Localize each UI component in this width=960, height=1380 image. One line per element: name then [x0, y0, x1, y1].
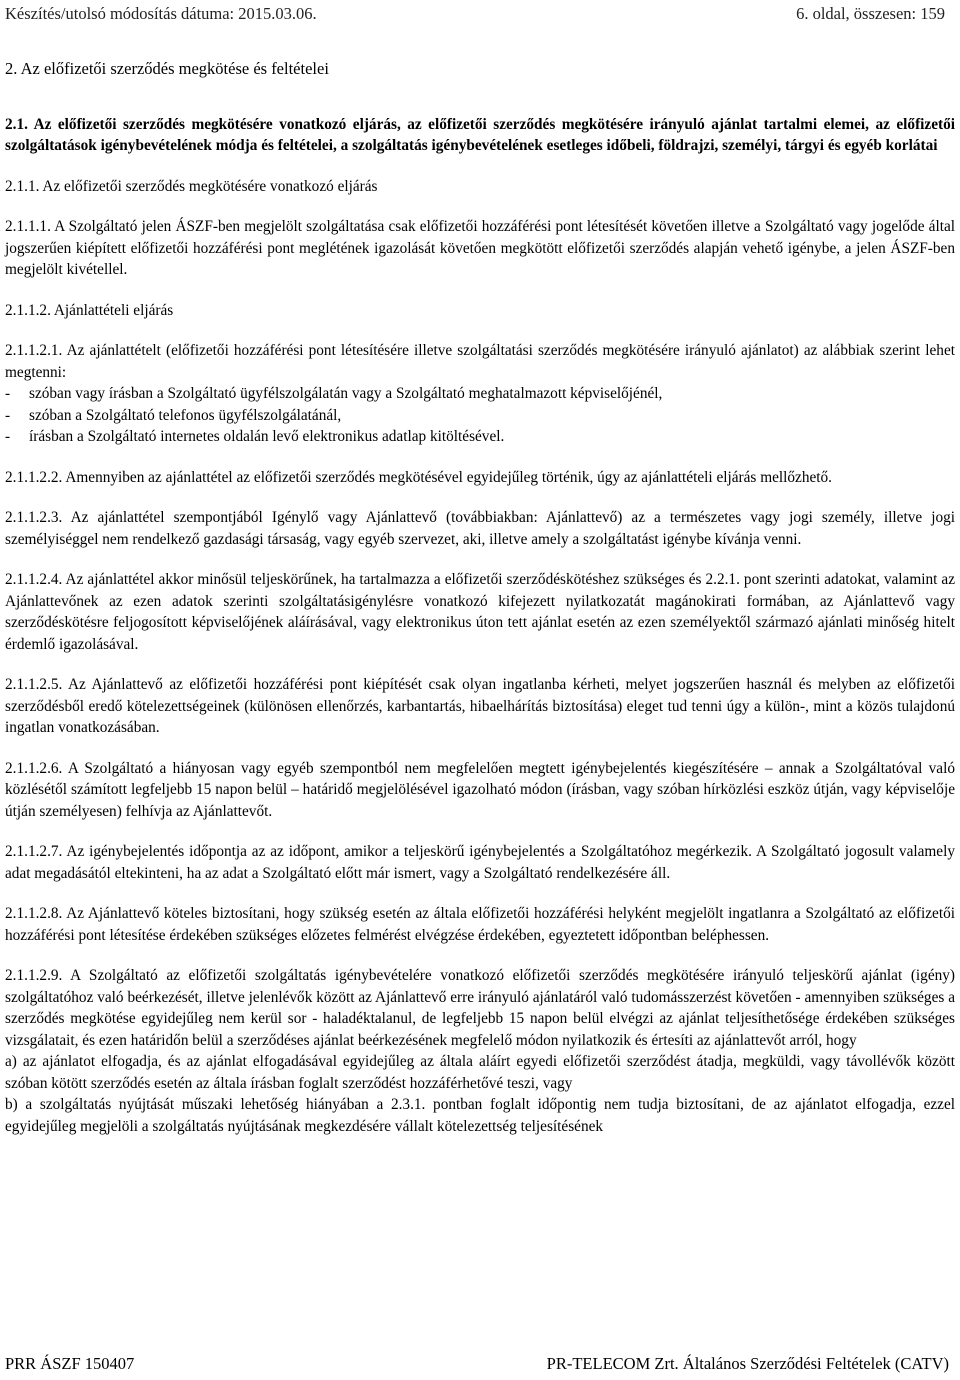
document-body — [5, 58, 955, 1137]
paragraph: 2.1.1.2.1. Az ajánlattételt (előfizetői hozzáférési pont létesítésére illetve szolgáltatási szerződés megkötésére irányuló ajánlatot) az alábbiak szerint lehet megtenni: — [5, 342, 955, 381]
footer-document-code: PRR ÁSZF 150407 — [5, 1354, 135, 1373]
paragraph: 2.1.1.2.3. Az ajánlattétel szempontjából Igénylő vagy Ajánlattevő (továbbiakban: Ajánlattevő) az a természetes vagy jogi személy, illetve jogi személyiséggel nem rendelkező gazdasági társaság, vagy egyéb szervezet, aki, illetve amely a szolgáltatást igénybe kívánja venni. — [5, 509, 955, 548]
subsection-heading: 2.1. Az előfizetői szerződés megkötésére vonatkozó eljárás, az előfizetői szerződés megkötésére irányuló ajánlat tartalmi elemei, az előfizetői szolgáltatások igénybevételének módja és feltételei, a szolgáltatás igénybevételének esetleges időbeli, földrajzi, személyi, tárgyi és egyéb korlátai — [5, 115, 955, 154]
list-item — [5, 383, 955, 405]
paragraph: 2.1.1.2.4. Az ajánlattétel akkor minősül teljeskörűnek, ha tartalmazza a előfizetői szerződéskötéshez szükséges és 2.2.1. pont szerinti adatokat, valamint az Ajánlattevőnek az ezen adatok szerinti szolgáltatásigénylésre vonatkozó kifejezett nyilatkozatát magánokirati formában, az Ajánlattevő vagy szerződéskötésre feljogosított képviselőjének aláírásával, vagy elektronikus úton tett ajánlat esetén az ezen személyektől származó ajánlati minőség hitelt érdemlő igazolásával. — [5, 571, 955, 653]
section-title: 2. Az előfizetői szerződés megkötése és feltételei — [5, 59, 329, 78]
list-item-text: szóban a Szolgáltató telefonos ügyfélszolgálatánál, — [29, 406, 342, 424]
paragraph: 2.1.1.2.9. A Szolgáltató az előfizetői szolgáltatás igénybevételére vonatkozó előfizetői szerződés megkötésére irányuló teljeskörű ajánlat (igény) szolgáltatóhoz való beérkezését, illetve jelenlévők között az Ajánlattevő erre irányuló ajánlatáról való tudomásszerzést követően - amennyiben szükséges a szerződés megkötése egyidejűleg nem kerül sor - haladéktalanul, de legfeljebb 15 napon belül elvégzi az ajánlat teljesíthetősége érdekében szükséges vizsgálatait, és ezen határidőn belül a szerződéses ajánlat beérkezésének megfelelő módon nyilatkozik és értesíti az ajánlattevőt arról, hogy — [5, 967, 955, 1049]
paragraph: 2.1.1.2.2. Amennyiben az ajánlattétel az előfizetői szerződés megkötésével egyidejűleg történik, úgy az ajánlattételi eljárás mellőzhető. — [5, 468, 832, 486]
paragraph: 2.1.1.2.7. Az igénybejelentés időpontja az az időpont, amikor a teljeskörű igénybejelentés a Szolgáltatóhoz megérkezik. A Szolgáltató jogosult valamely adat megadásától eltekinteni, ha az adat a Szolgáltató előtt már ismert, vagy a Szolgáltató rendelkezésére áll. — [5, 843, 955, 882]
list-dash: - — [5, 406, 11, 424]
list-item-text: szóban vagy írásban a Szolgáltató ügyfélszolgálatán vagy a Szolgáltató meghatalmazott képviselőjénél, — [29, 385, 663, 402]
paragraph: 2.1.1.2.5. Az Ajánlattevő az előfizetői hozzáférési pont kiépítését csak olyan ingatlanba kérheti, melyet jogszerűen használ és melyben az előfizetői szerződésből eredő kötelezettségeinek (különösen ellenőrzés, karbantartás, hibaelhárítás biztosítása) eleget tud tenni úgy a külön-, mint a közös tulajdonú ingatlan vonatkozásában. — [5, 676, 955, 736]
footer-document-title: PR-TELECOM Zrt. Általános Szerződési Feltételek (CATV) — [546, 1354, 949, 1373]
list-item — [5, 426, 955, 448]
paragraph: b) a szolgáltatás nyújtását műszaki lehetőség hiányában a 2.3.1. pontban foglalt időpontig nem tudja biztosítani, de az ajánlatot elfogadja, ezzel egyidejűleg megjelöli a szolgáltatás nyújtásának megkezdésére vállalt kötelezettség teljesítésének — [5, 1096, 955, 1135]
header-page-number: 6. oldal, összesen: 159 — [796, 4, 945, 23]
paragraph: 2.1.1.2.6. A Szolgáltató a hiányosan vagy egyéb szempontból nem megfelelően megtett igénybejelentés kiegészítésére – annak a Szolgáltatóval való közlésétől számított legfeljebb 15 napon belül – határidő megjelölésével igazolható módon (írásban, vagy szóban hírközlési eszköz útján, vagy képviselője útján személyesen) felhívja az Ajánlattevőt. — [5, 759, 955, 820]
subsection-heading: 2.1.1.2. Ajánlattételi eljárás — [5, 301, 174, 319]
subsection-heading: 2.1.1. Az előfizetői szerződés megkötésére vonatkozó eljárás — [5, 177, 378, 195]
list-item — [5, 405, 955, 427]
paragraph: 2.1.1.2.8. Az Ajánlattevő köteles biztosítani, hogy szükség esetén az általa előfizetői hozzáférési helyként megjelölt ingatlanra a Szolgáltató az előfizetői hozzáférési pont létesítése érdekében szükséges előzetes felmérést elvégzése érdekében, egyeztetett időpontban beléphessen. — [5, 905, 955, 944]
list-dash: - — [5, 428, 11, 445]
paragraph: a) az ajánlatot elfogadja, és az ajánlat elfogadásával egyidejűleg az általa aláírt egyedi előfizetői szerződést átadja, megküldi, vagy távollévők között szóban kötött szerződés esetén az általa írásban foglalt szerződést hozzáférhetővé teszi, vagy — [5, 1053, 955, 1092]
list-item-text: írásban a Szolgáltató internetes oldalán levő elektronikus adatlap kitöltésével. — [29, 428, 505, 445]
paragraph: 2.1.1.1. A Szolgáltató jelen ÁSZF-ben megjelölt szolgáltatása csak előfizetői hozzáférési pont létesítését követően illetve a Szolgáltató vagy jogelőde által jogszerűen kiépített előfizetői hozzáférési pont meglétének igazolását követően megkötött előfizetői szerződés alapján vehető igénybe, a jelen ÁSZF-ben megjelölt kivétellel. — [5, 218, 955, 278]
list-dash: - — [5, 385, 11, 402]
header-date: Készítés/utolsó módosítás dátuma: 2015.03.06. — [5, 4, 317, 23]
